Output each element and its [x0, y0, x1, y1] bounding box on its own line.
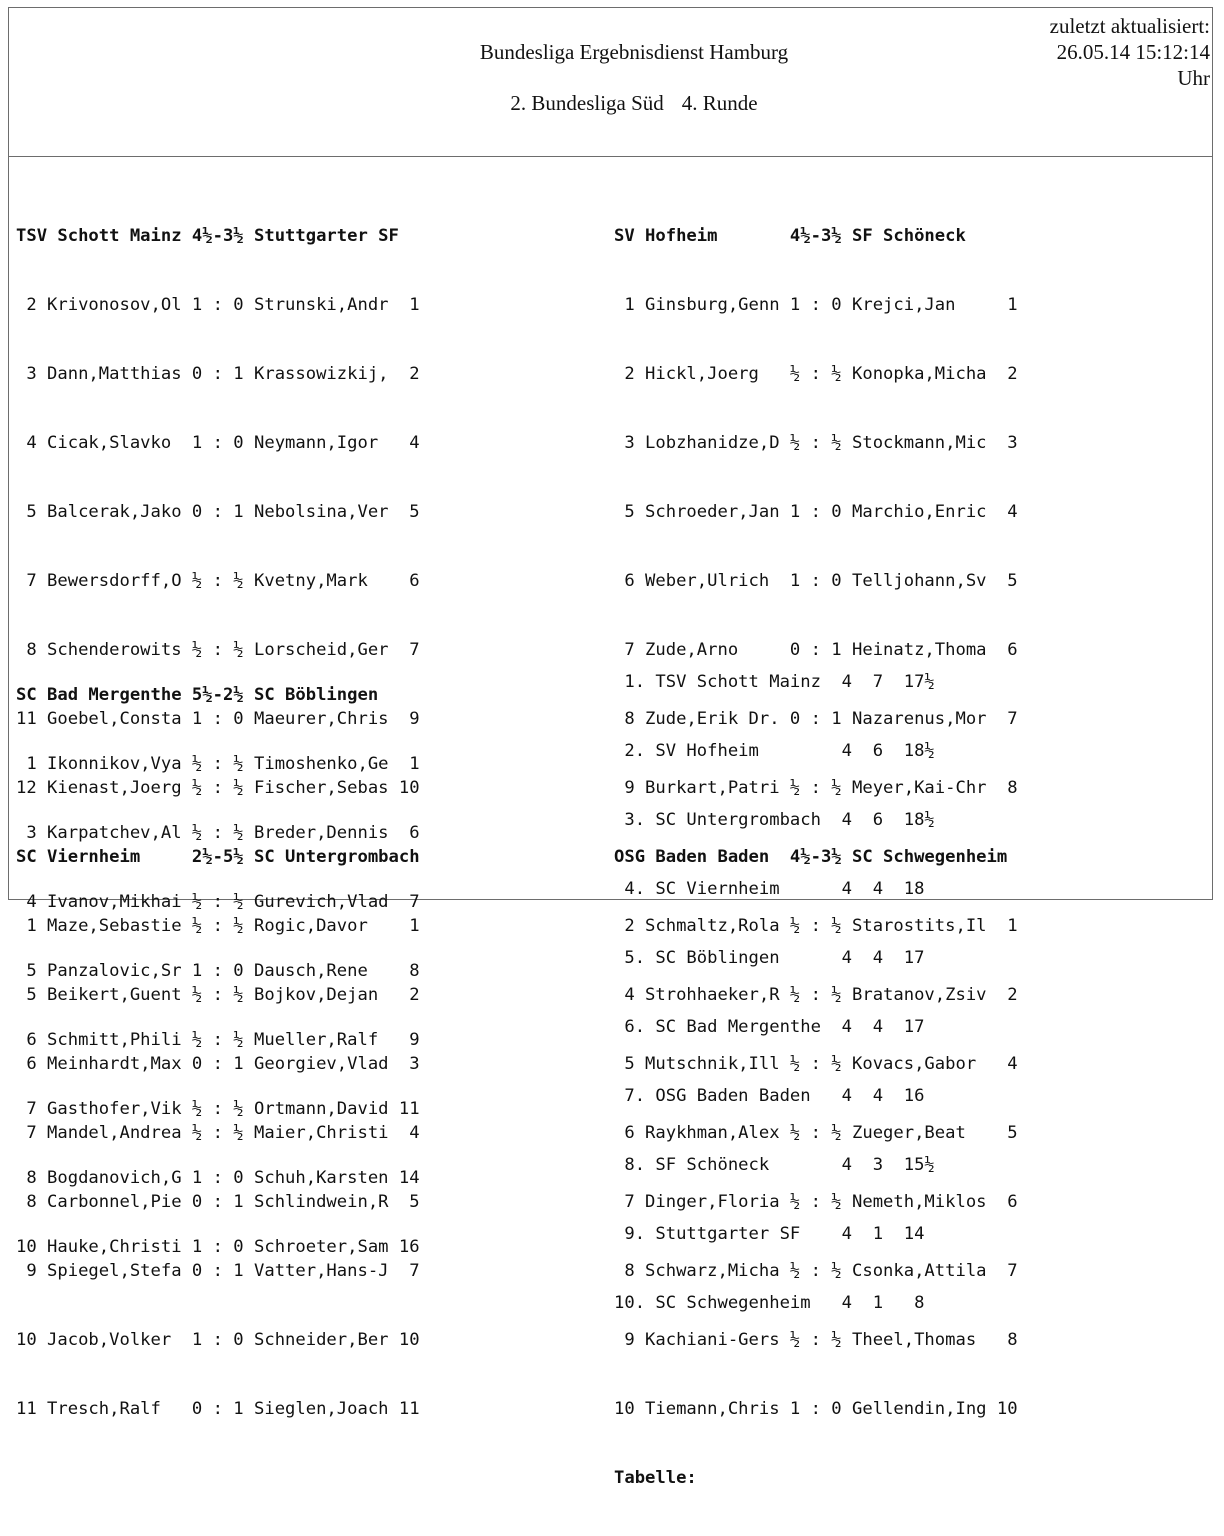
board-row: 4 Cicak,Slavko 1 : 0 Neymann,Igor 4 — [16, 433, 420, 453]
match-header: SC Bad Mergenthe 5½-2½ SC Böblingen — [16, 685, 379, 705]
board-row: 8 Zude,Erik Dr. 0 : 1 Nazarenus,Mor 7 — [614, 709, 1018, 729]
board-row: 3 Lobzhanidze,D ½ : ½ Stockmann,Mic 3 — [614, 433, 1018, 453]
match-block — [16, 638, 420, 1305]
board-row: 9 Kachiani-Gers ½ : ½ Theel,Thomas 8 — [614, 1330, 1018, 1350]
board-row: 6 Meinhardt,Max 0 : 1 Georgiev,Vlad 3 — [16, 1054, 420, 1074]
match-header: SV Hofheim 4½-3½ SF Schöneck — [614, 226, 966, 246]
board-row: 9 Burkart,Patri ½ : ½ Meyer,Kai-Chr 8 — [614, 778, 1018, 798]
board-row: 2 Hickl,Joerg ½ : ½ Konopka,Micha 2 — [614, 364, 1018, 384]
board-row: 10 Tiemann,Chris 1 : 0 Gellendin,Ing 10 — [614, 1399, 1018, 1419]
board-row: 7 Gasthofer,Vik ½ : ½ Ortmann,David 11 — [16, 1099, 420, 1119]
standings-row: 6. SC Bad Mergenthe 4 4 17 — [614, 1017, 925, 1037]
board-row: 2 Krivonosov,Ol 1 : 0 Strunski,Andr 1 — [16, 295, 420, 315]
board-row: 3 Dann,Matthias 0 : 1 Krassowizkij, 2 — [16, 364, 420, 384]
header-divider — [9, 156, 1212, 157]
board-row: 1 Ginsburg,Genn 1 : 0 Krejci,Jan 1 — [614, 295, 1018, 315]
standings-row: 8. SF Schöneck 4 3 15½ — [614, 1155, 935, 1175]
board-row: 9 Spiegel,Stefa 0 : 1 Vatter,Hans-J 7 — [16, 1261, 420, 1281]
board-row: 7 Dinger,Floria ½ : ½ Nemeth,Miklos 6 — [614, 1192, 1018, 1212]
round-label: 4. Runde — [681, 91, 758, 115]
standings-row: 1. TSV Schott Mainz 4 7 17½ — [614, 672, 935, 692]
last-updated-label: zuletzt aktualisiert: — [1049, 14, 1210, 38]
board-row: 8 Schwarz,Micha ½ : ½ Csonka,Attila 7 — [614, 1261, 1018, 1281]
league-name: 2. Bundesliga Süd — [510, 91, 664, 115]
standings-row: 2. SV Hofheim 4 6 18½ — [614, 741, 935, 761]
standings-row: 3. SC Untergrombach 4 6 18½ — [614, 810, 935, 830]
board-row: 5 Panzalovic,Sr 1 : 0 Dausch,Rene 8 — [16, 961, 420, 981]
league-round — [9, 91, 1224, 116]
board-row: 6 Raykhman,Alex ½ : ½ Zueger,Beat 5 — [614, 1123, 1018, 1143]
board-row: 6 Schmitt,Phili ½ : ½ Mueller,Ralf 9 — [16, 1030, 420, 1050]
board-row: 7 Mandel,Andrea ½ : ½ Maier,Christi 4 — [16, 1123, 420, 1143]
board-row: 8 Schenderowits ½ : ½ Lorscheid,Ger 7 — [16, 640, 420, 660]
board-row: 11 Goebel,Consta 1 : 0 Maeurer,Chris 9 — [16, 709, 420, 729]
board-row: 1 Maze,Sebastie ½ : ½ Rogic,Davor 1 — [16, 916, 420, 936]
board-row: 5 Schroeder,Jan 1 : 0 Marchio,Enric 4 — [614, 502, 1018, 522]
board-row: 8 Bogdanovich,G 1 : 0 Schuh,Karsten 14 — [16, 1168, 420, 1188]
board-row: 8 Carbonnel,Pie 0 : 1 Schlindwein,R 5 — [16, 1192, 420, 1212]
board-row: 4 Strohhaeker,R ½ : ½ Bratanov,Zsiv 2 — [614, 985, 1018, 1005]
standings-row: 9. Stuttgarter SF 4 1 14 — [614, 1224, 925, 1244]
standings-row: 4. SC Viernheim 4 4 18 — [614, 879, 925, 899]
board-row: 5 Beikert,Guent ½ : ½ Bojkov,Dejan 2 — [16, 985, 420, 1005]
last-updated-unit: Uhr — [1177, 66, 1210, 90]
last-updated-datetime: 26.05.14 15:12:14 — [1056, 40, 1210, 64]
standings-row: 7. OSG Baden Baden 4 4 16 — [614, 1086, 925, 1106]
board-row: 7 Bewersdorff,O ½ : ½ Kvetny,Mark 6 — [16, 571, 420, 591]
board-row: 4 Ivanov,Mikhai ½ : ½ Gurevich,Vlad 7 — [16, 892, 420, 912]
match-header: TSV Schott Mainz 4½-3½ Stuttgarter SF — [16, 226, 399, 246]
board-row: 7 Zude,Arno 0 : 1 Heinatz,Thoma 6 — [614, 640, 1018, 660]
board-row: 10 Jacob,Volker 1 : 0 Schneider,Ber 10 — [16, 1330, 420, 1350]
last-updated — [1010, 13, 1210, 91]
board-row: 11 Tresch,Ralf 0 : 1 Sieglen,Joach 11 — [16, 1399, 420, 1419]
standings-heading: Tabelle: — [614, 1468, 697, 1488]
standings-table — [614, 625, 935, 1361]
board-row: 2 Schmaltz,Rola ½ : ½ Starostits,Il 1 — [614, 916, 1018, 936]
standings-row: 5. SC Böblingen 4 4 17 — [614, 948, 925, 968]
match-header: SC Viernheim 2½-5½ SC Untergrombach — [16, 847, 420, 867]
board-row: 5 Mutschnik,Ill ½ : ½ Kovacs,Gabor 4 — [614, 1054, 1018, 1074]
board-row: 1 Ikonnikov,Vya ½ : ½ Timoshenko,Ge 1 — [16, 754, 420, 774]
results-frame — [8, 7, 1213, 1488]
board-row: 6 Weber,Ulrich 1 : 0 Telljohann,Sv 5 — [614, 571, 1018, 591]
board-row: 5 Balcerak,Jako 0 : 1 Nebolsina,Ver 5 — [16, 502, 420, 522]
board-row: 12 Kienast,Joerg ½ : ½ Fischer,Sebas 10 — [16, 778, 420, 798]
page-title: Bundesliga Ergebnisdienst Hamburg — [479, 40, 789, 64]
standings-row: 10. SC Schwegenheim 4 1 8 — [614, 1293, 925, 1313]
board-row: 3 Karpatchev,Al ½ : ½ Breder,Dennis 6 — [16, 823, 420, 843]
board-row: 10 Hauke,Christi 1 : 0 Schroeter,Sam 16 — [16, 1237, 420, 1257]
match-header: OSG Baden Baden 4½-3½ SC Schwegenheim — [614, 847, 1008, 867]
